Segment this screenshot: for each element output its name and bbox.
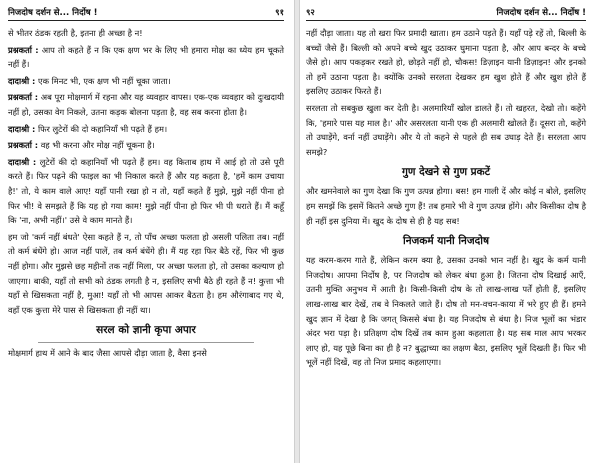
right-page [302, 0, 592, 463]
speaker-label: प्रश्नकर्ता : [8, 92, 39, 103]
left-section-heading: सरल को ज्ञानी कृपा अपार [96, 324, 196, 337]
left-dialogue: दादाश्री : एक मिनट भी, एक क्षण भी नहीं चूका जाता। [8, 75, 171, 86]
right-section2-paragraph: यह करम-करम गाते हैं, लेकिन करम क्या है, उसका उनको भान नहीं है। खुद के कर्म यानी निजदोष। आपमा निर्दोष है, पर निजदोष को लेकर बंधा हुआ है। जितना दोष दिखाई आएँ, उतनी मुक्ति अनुभव में आती है। किसी-किसी दोष के तो लाख-लाख पर्तें होती हैं, इसलिए लाख-लाख बार देखें, तब वे निकलते जाते हैं। दोष तो मन-वचन-काया में भरे हुए ही हैं। हमने खुद ज्ञान में देखा है कि जगत् किससे बंधा है। यह निजदोष से बंधा है। निज भूलों का भंडार अंदर भरा पड़ा है। प्रतिक्षण दोष दिखें तब काम हुआ कहलाता है। यह सब माल आप भरकर लाए हो, यह पूछे बिना का ही है न? बुद्धाच्या का लक्षण बैठा, इसलिए भूलें दिखती हैं। फिर भी भूलें नहीं दिखें, वह तो निज प्रमाद कहलाएगा। [306, 255, 586, 368]
left-paragraph: से भीतर ठंडक रहती है, इतना ही अच्छा है न! [8, 28, 143, 38]
right-section-heading-2: निजकर्म यानी निजदोष [402, 235, 490, 248]
left-header-title: निजदोष दर्शन से... निर्दोष ! [8, 8, 98, 18]
right-paragraph: नहीं दौड़ा जाता। यह तो खरा फिर प्रमादी खाता। हम उठाने पड़ते हैं। यहाँ पड़े रहें तो, बिल्ली के बच्चों जैसे हैं। बिल्ली को अपने बच्चे खुद उठाकर घुमाना पड़ता है, और आप बन्दर के बच्चे जैसे हो। आप पकड़कर रखते हो, छोड़ते नहीं हो, चौकस! डिज़ाइन यानी डिज़ाइन! और इनको तो हमें उठाना पड़ता है। क्योंकि उनको सरलता देखकर हम खुश होते हैं और खुश होते हैं इसलिए उठाकर फिरते हैं। [306, 28, 586, 97]
left-dialogue: दादाश्री : लुटेरों की दो कहानियाँ भी पढ़ते हैं हम। वह किताब हाथ में आई हो तो उसे पूरी करते हैं। फिर पढ़ने की फाइल का भी निकाल करते हैं और यह कहता है, 'हमें काम उचाया है!' तो, ये काम वाले आए! यहाँ पानी रखा हो न तो, यहाँ कहते हैं मुझे, मुझे नहीं पीना हो फिर भी! वे समझते हैं कि यह हो गया काम! मुझे नहीं पीना हो फिर भी पी धराते हैं। मैं कहूँ कि 'ना, अभी नहीं।' उसे वे काम मानते हैं। [8, 156, 285, 226]
speaker-label: प्रश्नकर्ता : [8, 44, 39, 55]
right-header-title: निजदोष दर्शन से... निर्दोष ! [496, 8, 586, 18]
right-section-heading-1: गुण देखने से गुण प्रकटें [401, 166, 491, 179]
right-page-number: ९२ [306, 8, 315, 18]
left-last-line: मोक्षमार्ग हाथ में आने के बाद जैसा आपसे दौड़ा जाता है, वैसा इनसे [8, 348, 207, 359]
speaker-label: प्रश्नकर्ता : [8, 140, 39, 151]
right-paragraph: सरलता तो सबकुछ खुला कर देती है। अलमारियाँ खोल डालते हैं। तो खहरत, देखो तो। कहेंगे कि, 'हमारे पास यह माल है।' और असरलता यानी एक ही अलमारी खोलते हैं। दूसरा तो, कहेंगे तो उघाड़ेंगे, वर्ना नहीं उघाड़ेंगे। और ये तो कहने से पहले ही सब उघाड़ देते हैं। सरलता आप समझे? [306, 102, 586, 157]
speaker-label: दादाश्री : [8, 75, 36, 86]
left-dialogue: प्रश्नकर्ता : वह भी करना और मोक्ष नहीं चूकना है। [8, 140, 155, 151]
left-page-header [8, 8, 284, 21]
right-section1-paragraph: और खमनेवाले का गुण देखा कि गुण उत्पन्न होगा। बस! हम गाली दें और कोई न बोले, इसलिए हम समझें कि इसमें कितने अच्छे गुण हैं! तब हमारे भी वे गुण उत्पन्न होंगे। और किसीका दोष है ही नहीं इस दुनिया में। खुद के दोष से ही है यह सब! [306, 186, 586, 226]
left-page [0, 0, 290, 463]
heading-divider [38, 342, 254, 343]
speaker-label: दादाश्री : [8, 123, 36, 134]
left-dialogue: प्रश्नकर्ता : आप तो कहते हैं न कि एक क्षण भर के लिए भी हमारा मोक्ष का ध्येय हम चूकते नहीं हैं। [8, 44, 285, 70]
right-page-header [306, 8, 586, 21]
speaker-label: दादाश्री : [8, 156, 37, 167]
book-gutter [294, 0, 300, 463]
left-dialogue: प्रश्नकर्ता : अब पूरा मोक्षमार्ग में रहना और यह व्यवहार वापस। एक-एक व्यवहार को दुःखदायी नहीं हो, उसका वेग निकले, उतना कड़क बोलना पड़ता है, वह सब करना होता है। [8, 92, 285, 117]
left-page-number: ९१ [275, 8, 284, 18]
left-paragraph: हम जो 'कर्म नहीं बंधते' ऐसा कहते हैं न, तो पाँच अच्छा फलता हो असली पलिता तब। नहीं तो कर्म बंधेंगे हो। आज नहीं पालें, तब कर्म बंधेंगे ही। मैं यह रहा फिर बैठे रहें, फिर भी कुछ नहीं होगा। और मुझसे छह महीनों तक नहीं मिला, पर अच्छा फलता हो, तो उसका कल्याण हो जाएगा। बाकी, यहाँ तो सभी को ठंडक लगती है न, इसलिए सभी बैठे ही रहते हैं न! कुत्ता भी यहाँ से खिसकता नहीं है, मुआ! यहाँ तो भी आपस आकर बैठता है। हम औरंगाबाद गए थे, वहाँ एक कुत्ता मेरे पास से खिसकता ही नहीं था। [8, 231, 284, 315]
left-dialogue: दादाश्री : फिर लुटेरों की दो कहानियाँ भी पढ़ते हैं हम। [8, 123, 168, 134]
